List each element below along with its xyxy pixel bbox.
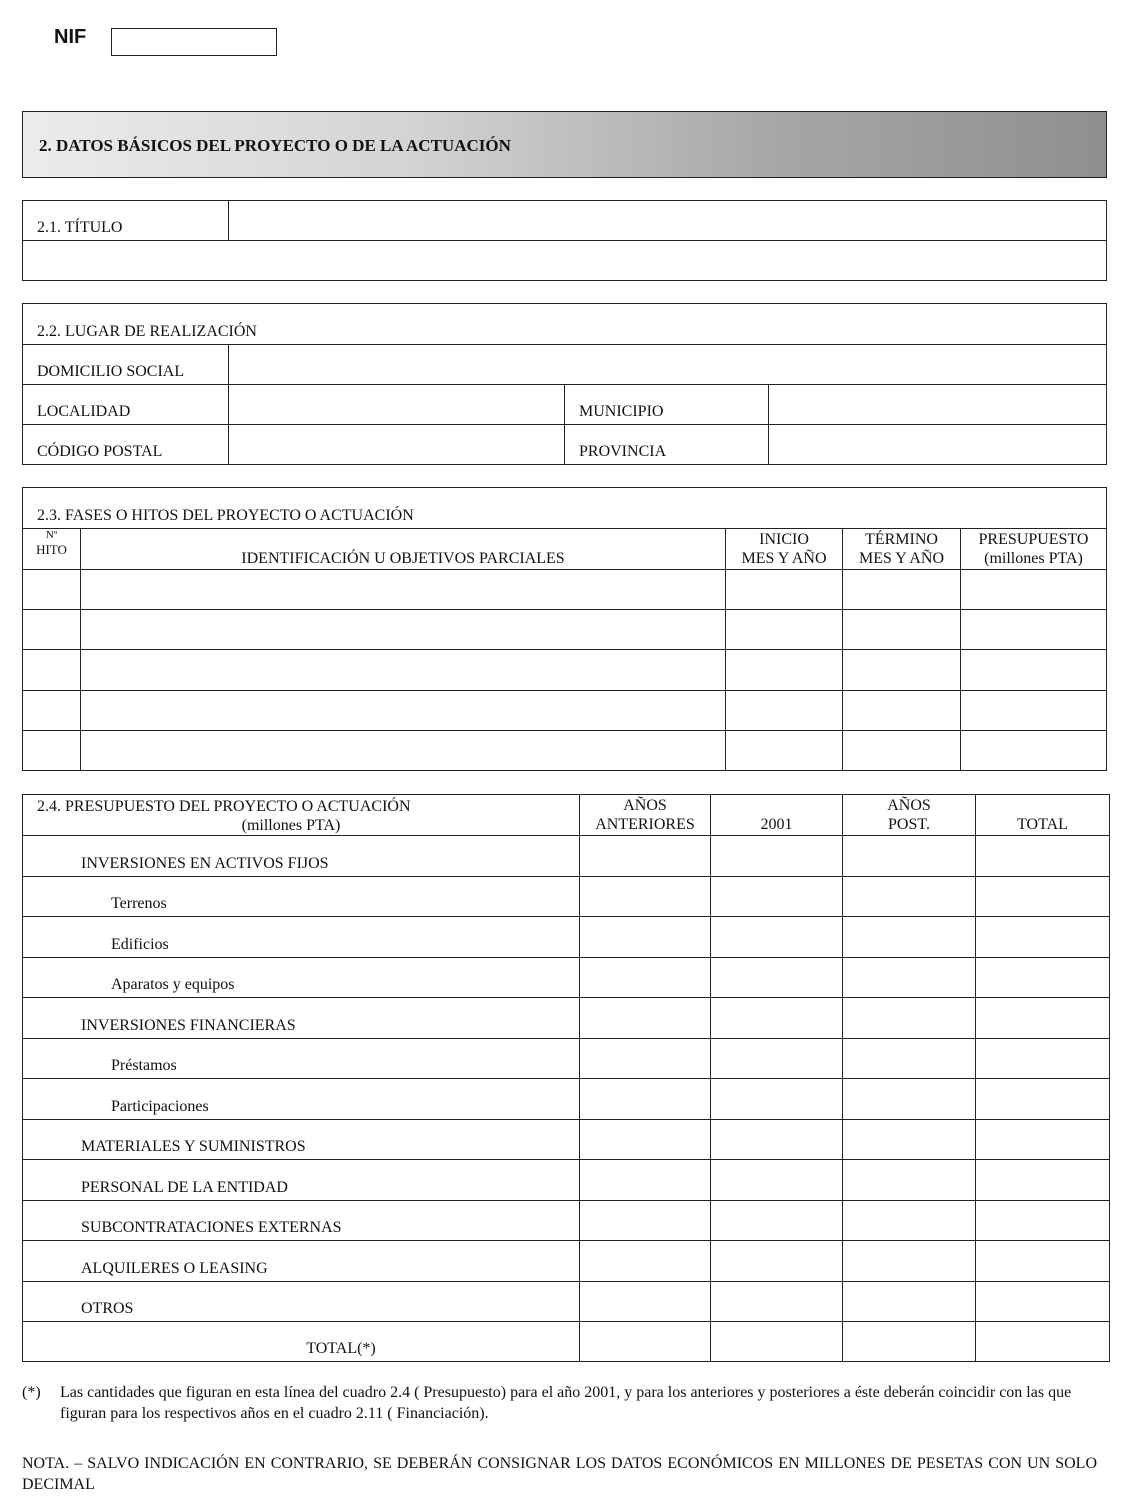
fases-heading: 2.3. FASES O HITOS DEL PROYECTO O ACTUACIÓN <box>23 488 1107 529</box>
presupuesto-cell[interactable] <box>961 610 1107 650</box>
row-label: INVERSIONES FINANCIERAS <box>23 998 580 1039</box>
row-label: Participaciones <box>23 1079 580 1120</box>
value-cell[interactable] <box>843 1160 976 1201</box>
nif-label: NIF <box>54 26 87 48</box>
value-cell[interactable] <box>843 1201 976 1241</box>
municipio-label: MUNICIPIO <box>565 385 769 425</box>
table-row <box>23 610 1107 650</box>
value-cell[interactable] <box>711 1039 843 1079</box>
value-cell[interactable] <box>976 1120 1110 1160</box>
row-label: OTROS <box>23 1282 580 1322</box>
asterisk-note <box>22 1382 1112 1424</box>
termino-cell[interactable] <box>843 731 961 771</box>
identificacion-cell[interactable] <box>81 570 726 610</box>
codigo-postal-label: CÓDIGO POSTAL <box>23 425 229 465</box>
table-row <box>23 1079 1110 1120</box>
presupuesto-cell[interactable] <box>961 570 1107 610</box>
value-cell[interactable] <box>580 1201 711 1241</box>
table-row <box>23 1160 1110 1201</box>
value-cell[interactable] <box>711 1120 843 1160</box>
row-label: MATERIALES Y SUMINISTROS <box>23 1120 580 1160</box>
termino-cell[interactable] <box>843 691 961 731</box>
presupuesto-cell[interactable] <box>961 650 1107 691</box>
presupuesto-heading-line-1: 2.4. PRESUPUESTO DEL PROYECTO O ACTUACIÓN <box>37 798 411 815</box>
presupuesto-cell[interactable] <box>961 691 1107 731</box>
value-cell[interactable] <box>843 1120 976 1160</box>
lugar-table <box>22 303 1107 465</box>
value-cell[interactable] <box>711 836 843 877</box>
col-header-termino <box>843 529 961 570</box>
table-row <box>23 1120 1110 1160</box>
value-cell[interactable] <box>976 1079 1110 1120</box>
presupuesto-table <box>22 794 1110 1362</box>
row-label: ALQUILERES O LEASING <box>23 1241 580 1282</box>
value-cell[interactable] <box>711 917 843 958</box>
col-header-anos-post-line-1: AÑOS <box>887 797 931 814</box>
titulo-field-line-2[interactable] <box>23 241 1107 281</box>
identificacion-cell[interactable] <box>81 610 726 650</box>
table-row <box>23 650 1107 691</box>
identificacion-cell[interactable] <box>81 650 726 691</box>
total-value-cell[interactable] <box>976 1322 1110 1362</box>
col-header-inicio <box>726 529 843 570</box>
table-row <box>23 836 1110 877</box>
value-cell[interactable] <box>976 1201 1110 1241</box>
row-label: Aparatos y equipos <box>23 958 580 998</box>
table-row <box>23 1201 1110 1241</box>
presupuesto-heading-line-2: (millones PTA) <box>241 817 341 834</box>
termino-cell[interactable] <box>843 570 961 610</box>
domicilio-field[interactable] <box>229 345 1107 385</box>
titulo-table <box>22 200 1107 281</box>
col-header-presupuesto-line-1: PRESUPUESTO <box>978 531 1089 548</box>
col-header-identificacion: IDENTIFICACIÓN U OBJETIVOS PARCIALES <box>81 529 726 570</box>
value-cell[interactable] <box>976 998 1110 1039</box>
col-header-hito <box>23 529 81 570</box>
value-cell[interactable] <box>843 877 976 917</box>
section-header: 2. DATOS BÁSICOS DEL PROYECTO O DE LA ACTUACIÓN <box>22 111 1107 178</box>
col-header-presupuesto <box>961 529 1107 570</box>
value-cell[interactable] <box>976 917 1110 958</box>
nif-input[interactable] <box>111 28 277 56</box>
total-value-cell[interactable] <box>711 1322 843 1362</box>
total-label: TOTAL(*) <box>23 1322 580 1362</box>
value-cell[interactable] <box>976 958 1110 998</box>
value-cell[interactable] <box>976 877 1110 917</box>
col-header-total: TOTAL <box>976 795 1110 836</box>
value-cell[interactable] <box>580 1079 711 1120</box>
col-header-anos-post-line-2: POST. <box>888 816 930 833</box>
domicilio-label: DOMICILIO SOCIAL <box>23 345 229 385</box>
row-label: INVERSIONES EN ACTIVOS FIJOS <box>23 836 580 877</box>
value-cell[interactable] <box>711 1079 843 1120</box>
inicio-cell[interactable] <box>726 650 843 691</box>
col-header-2001: 2001 <box>711 795 843 836</box>
presupuesto-cell[interactable] <box>961 731 1107 771</box>
inicio-cell[interactable] <box>726 731 843 771</box>
value-cell[interactable] <box>976 1160 1110 1201</box>
hito-number-cell[interactable] <box>23 570 81 610</box>
presupuesto-heading <box>23 795 580 836</box>
table-row <box>23 1241 1110 1282</box>
table-row <box>23 958 1110 998</box>
asterisk-note-text: Las cantidades que figuran en esta línea del cuadro 2.4 ( Presupuesto) para el año 2001, y para los anteriores y posteriores a éste deberán coincidir con las que figuran para los respectivos años en el cuadro 2.11 ( Financiación). <box>60 1384 1072 1422</box>
total-value-cell[interactable] <box>843 1322 976 1362</box>
provincia-field[interactable] <box>769 425 1107 465</box>
inicio-cell[interactable] <box>726 610 843 650</box>
inicio-cell[interactable] <box>726 691 843 731</box>
value-cell[interactable] <box>711 958 843 998</box>
value-cell[interactable] <box>843 1079 976 1120</box>
value-cell[interactable] <box>580 877 711 917</box>
table-row <box>23 731 1107 771</box>
identificacion-cell[interactable] <box>81 691 726 731</box>
col-header-anos-anteriores-line-1: AÑOS <box>623 797 667 814</box>
row-label: SUBCONTRATACIONES EXTERNAS <box>23 1201 580 1241</box>
value-cell[interactable] <box>711 877 843 917</box>
col-header-anos-anteriores <box>580 795 711 836</box>
value-cell[interactable] <box>843 1241 976 1282</box>
value-cell[interactable] <box>976 1039 1110 1079</box>
value-cell[interactable] <box>843 836 976 877</box>
value-cell[interactable] <box>976 1282 1110 1322</box>
value-cell[interactable] <box>843 1282 976 1322</box>
col-header-inicio-line-2: MES Y AÑO <box>741 550 827 567</box>
provincia-label: PROVINCIA <box>565 425 769 465</box>
total-value-cell[interactable] <box>580 1322 711 1362</box>
col-header-hito-line-2: HITO <box>36 542 67 557</box>
row-label: Edificios <box>23 917 580 958</box>
termino-cell[interactable] <box>843 610 961 650</box>
col-header-anos-anteriores-line-2: ANTERIORES <box>595 816 695 833</box>
hito-number-cell[interactable] <box>23 610 81 650</box>
col-header-termino-line-1: TÉRMINO <box>865 531 938 548</box>
value-cell[interactable] <box>711 1241 843 1282</box>
value-cell[interactable] <box>711 998 843 1039</box>
value-cell[interactable] <box>580 1282 711 1322</box>
col-header-presupuesto-line-2: (millones PTA) <box>984 550 1083 567</box>
value-cell[interactable] <box>580 1120 711 1160</box>
termino-cell[interactable] <box>843 650 961 691</box>
municipio-field[interactable] <box>769 385 1107 425</box>
value-cell[interactable] <box>843 1039 976 1079</box>
value-cell[interactable] <box>711 1282 843 1322</box>
value-cell[interactable] <box>580 1241 711 1282</box>
col-header-inicio-line-1: INICIO <box>759 531 809 548</box>
lugar-heading: 2.2. LUGAR DE REALIZACIÓN <box>23 304 1107 345</box>
value-cell[interactable] <box>580 998 711 1039</box>
localidad-label: LOCALIDAD <box>23 385 229 425</box>
value-cell[interactable] <box>580 836 711 877</box>
value-cell[interactable] <box>580 917 711 958</box>
value-cell[interactable] <box>580 958 711 998</box>
value-cell[interactable] <box>976 1241 1110 1282</box>
value-cell[interactable] <box>976 836 1110 877</box>
table-row <box>23 1039 1110 1079</box>
value-cell[interactable] <box>711 1201 843 1241</box>
row-label: Terrenos <box>23 877 580 917</box>
value-cell[interactable] <box>843 917 976 958</box>
table-row <box>23 877 1110 917</box>
codigo-postal-field[interactable] <box>229 425 565 465</box>
value-cell[interactable] <box>580 1039 711 1079</box>
total-row <box>23 1322 1110 1362</box>
fases-table <box>22 487 1107 771</box>
identificacion-cell[interactable] <box>81 731 726 771</box>
table-row <box>23 917 1110 958</box>
value-cell[interactable] <box>843 998 976 1039</box>
value-cell[interactable] <box>711 1160 843 1201</box>
col-header-termino-line-2: MES Y AÑO <box>858 550 945 567</box>
table-row <box>23 570 1107 610</box>
inicio-cell[interactable] <box>726 570 843 610</box>
table-row <box>23 691 1107 731</box>
value-cell[interactable] <box>580 1160 711 1201</box>
table-row <box>23 998 1110 1039</box>
col-header-anos-post <box>843 795 976 836</box>
row-label: PERSONAL DE LA ENTIDAD <box>23 1160 580 1201</box>
value-cell[interactable] <box>843 958 976 998</box>
col-header-hito-line-1: Nº <box>45 529 58 541</box>
hito-number-cell[interactable] <box>23 650 81 691</box>
hito-number-cell[interactable] <box>23 731 81 771</box>
row-label: Préstamos <box>23 1039 580 1079</box>
hito-number-cell[interactable] <box>23 691 81 731</box>
titulo-field[interactable] <box>229 201 1107 241</box>
titulo-label: 2.1. TÍTULO <box>23 201 229 241</box>
nota-text: NOTA. – SALVO INDICACIÓN EN CONTRARIO, SE DEBERÁN CONSIGNAR LOS DATOS ECONÓMICOS EN MILLONES DE PESETAS CON UN SOLO DECIMAL <box>22 1455 1097 1493</box>
localidad-field[interactable] <box>229 385 565 425</box>
table-row <box>23 1282 1110 1322</box>
asterisk-mark: (*) <box>22 1384 41 1401</box>
